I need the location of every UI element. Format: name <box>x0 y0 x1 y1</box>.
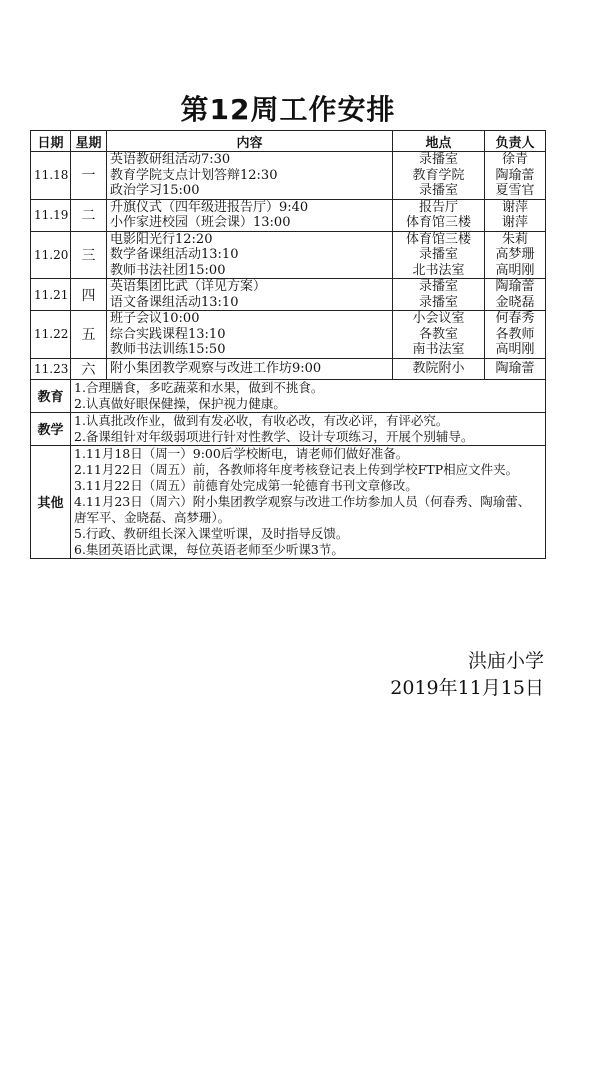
person-line: 陶瑜蕾 <box>495 360 535 376</box>
footer-date: 2019年11月15日 <box>390 677 544 699</box>
content-line: 教师书法社团15:00 <box>110 262 226 278</box>
row-place <box>393 231 485 279</box>
schedule-row <box>31 279 546 311</box>
row-date: 11.23 <box>31 358 71 379</box>
content-line: 电影阳光行12:20 <box>110 231 213 247</box>
notes-row <box>31 412 546 445</box>
person-line: 徐青 <box>501 152 528 167</box>
person-line: 陶瑜蕾 <box>495 167 535 183</box>
row-weekday: 四 <box>71 279 107 311</box>
content-line: 政治学习15:00 <box>110 183 200 198</box>
row-person <box>485 279 546 311</box>
row-place <box>393 311 485 359</box>
note-line: 5.行政、教研组长深入课堂听课，及时指导反馈。 <box>74 525 349 541</box>
note-line: 1.认真批改作业，做到有发必收，有收必改，有改必评，有评必究。 <box>74 412 449 428</box>
place-line: 录播室 <box>418 152 458 167</box>
row-content <box>107 279 393 311</box>
header-weekday: 星期 <box>71 131 107 152</box>
content-line: 小作家进校园（班会课）13:00 <box>110 215 291 230</box>
person-line: 高明刚 <box>495 262 535 278</box>
person-line: 高梦珊 <box>495 247 535 262</box>
content-line: 英语教研组活动7:30 <box>110 152 231 167</box>
person-line: 陶瑜蕾 <box>495 279 535 294</box>
row-place <box>393 199 485 231</box>
row-place <box>393 152 485 200</box>
header-person: 负责人 <box>485 131 546 152</box>
place-line: 小会议室 <box>412 311 465 326</box>
place-line: 各教室 <box>418 326 458 342</box>
section-label: 教学 <box>31 412 71 445</box>
row-person <box>485 358 546 379</box>
row-person <box>485 311 546 359</box>
person-line: 夏雪官 <box>495 183 535 198</box>
place-line: 录播室 <box>418 247 458 262</box>
row-content <box>107 199 393 231</box>
row-content <box>107 152 393 200</box>
place-line: 录播室 <box>418 294 458 310</box>
row-weekday: 六 <box>71 358 107 379</box>
page-title: 第12周工作安排 <box>180 93 396 126</box>
note-line: 3.11月22日（周五）前德育处完成第一轮德育书刊文章修改。 <box>74 477 418 493</box>
place-line: 录播室 <box>418 279 458 294</box>
notes-row <box>31 445 546 558</box>
content-line: 附小集团教学观察与改进工作坊9:00 <box>110 360 322 376</box>
schedule-row <box>31 199 546 231</box>
row-place <box>393 279 485 311</box>
schedule-table <box>30 130 546 559</box>
row-date: 11.22 <box>31 311 71 359</box>
header-row <box>31 131 546 152</box>
section-notes <box>71 412 546 445</box>
person-line: 何春秀 <box>495 311 535 326</box>
schedule-row <box>31 231 546 279</box>
section-label: 其他 <box>31 445 71 558</box>
notes-row <box>31 379 546 412</box>
content-line: 英语集团比武（详见方案） <box>110 279 267 294</box>
person-line: 各教师 <box>495 326 535 342</box>
row-weekday: 二 <box>71 199 107 231</box>
row-weekday: 三 <box>71 231 107 279</box>
person-line: 谢萍 <box>501 199 528 215</box>
content-line: 语文备课组活动13:10 <box>110 294 239 310</box>
content-line: 数学备课组活动13:10 <box>110 247 239 262</box>
notes-sections <box>31 379 546 558</box>
person-line: 高明刚 <box>495 342 535 357</box>
place-line: 录播室 <box>418 183 458 198</box>
content-line: 综合实践课程13:10 <box>110 326 226 342</box>
row-place <box>393 358 485 379</box>
place-line: 北书法室 <box>412 262 465 278</box>
section-label: 教育 <box>31 379 71 412</box>
place-line: 教院附小 <box>412 360 465 376</box>
header-date: 日期 <box>31 131 71 152</box>
place-line: 教育学院 <box>412 167 465 183</box>
place-line: 体育馆三楼 <box>405 231 471 247</box>
row-content <box>107 231 393 279</box>
content-line: 教育学院支点计划答辩12:30 <box>110 167 278 183</box>
note-line: 2.11月22日（周五）前，各教师将年度考核登记表上传到学校FTP相应文件夹。 <box>74 461 519 477</box>
content-line: 升旗仪式（四年级进报告厅）9:40 <box>110 199 309 215</box>
row-date: 11.21 <box>31 279 71 311</box>
place-line: 南书法室 <box>412 342 465 357</box>
row-date: 11.18 <box>31 152 71 200</box>
schedule-rows <box>31 152 546 380</box>
schedule-row <box>31 358 546 379</box>
note-line: 6.集团英语比武课，每位英语老师至少听课3节。 <box>74 541 344 557</box>
row-person <box>485 152 546 200</box>
row-date: 11.19 <box>31 199 71 231</box>
note-line: 1.11月18日（周一）9:00后学校断电，请老师们做好准备。 <box>74 445 409 461</box>
footer-school: 洪庙小学 <box>467 650 544 672</box>
section-notes <box>71 379 546 412</box>
person-line: 金晓磊 <box>495 294 535 310</box>
row-weekday: 一 <box>71 152 107 200</box>
note-line: 2.备课组针对年级弱项进行针对性教学、设计专项练习，开展个别辅导。 <box>74 428 474 444</box>
schedule-row <box>31 152 546 200</box>
content-line: 班子会议10:00 <box>110 311 200 326</box>
place-line: 体育馆三楼 <box>405 215 471 230</box>
note-line: 4.11月23日（周六）附小集团教学观察与改进工作坊参加人员（何春秀、陶瑜蕾、唐军平、金晓磊、高梦珊）。 <box>74 493 531 525</box>
row-date: 11.20 <box>31 231 71 279</box>
note-line: 2.认真做好眼保健操，保护视力健康。 <box>74 395 286 411</box>
person-line: 谢萍 <box>501 215 528 230</box>
note-line: 1.合理膳食，多吃蔬菜和水果，做到不挑食。 <box>74 379 324 395</box>
section-notes <box>71 445 546 558</box>
schedule-row <box>31 311 546 359</box>
row-person <box>485 199 546 231</box>
place-line: 报告厅 <box>418 199 458 215</box>
person-line: 朱莉 <box>501 231 528 247</box>
row-person <box>485 231 546 279</box>
row-content <box>107 311 393 359</box>
row-content <box>107 358 393 379</box>
header-place: 地点 <box>393 131 485 152</box>
content-line: 教师书法训练15:50 <box>110 342 226 357</box>
row-weekday: 五 <box>71 311 107 359</box>
header-content: 内容 <box>107 131 393 152</box>
